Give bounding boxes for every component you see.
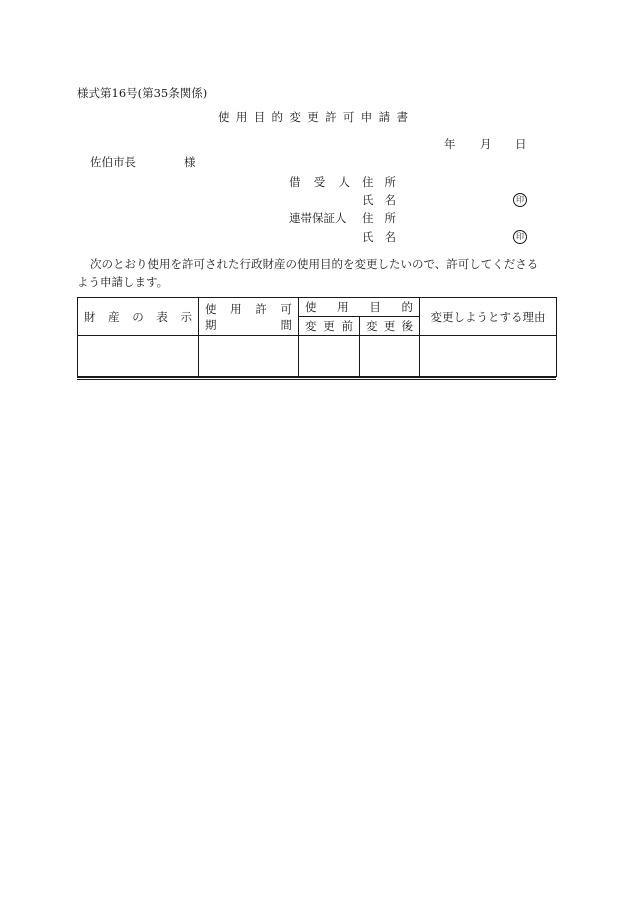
applicant-role: 借 受 人 [289,175,350,189]
date-year: 年 [444,137,456,151]
before-cell[interactable] [299,336,360,377]
addressee-honorific: 様 [184,155,196,169]
header-period: 使 用 許 可 期 間 [199,298,299,336]
addressee-name: 佐伯市長 [90,155,136,169]
form-number: 様式第16号(第35条関係) [77,86,208,100]
after-cell[interactable] [360,336,420,377]
reason-cell[interactable] [420,336,557,377]
guarantor-role: 連帯保証人 [289,211,347,225]
date-month: 月 [480,137,492,151]
applicant-address-label: 住 所 [362,175,396,189]
header-purpose: 使 用 目 的 [299,298,420,317]
guarantor-address-label: 住 所 [362,211,396,225]
header-reason: 変更しようとする理由 [420,298,557,336]
period-cell[interactable] [199,336,299,377]
guarantor-name-label: 氏 名 [362,230,396,244]
header-property: 財 産 の 表 示 [78,298,199,336]
guarantor-seal-icon: 印 [513,230,527,244]
body-text-line1: 次のとおり使用を許可された行政財産の使用目的を変更したいので、許可してくださる [90,257,539,271]
header-before: 変 更 前 [299,317,360,336]
applicant-name-label: 氏 名 [362,193,396,207]
application-table [77,297,557,377]
body-text-line2: よう申請します。 [77,275,169,289]
applicant-seal-icon: 印 [513,193,527,207]
table-bottom-border [77,376,556,380]
date-day: 日 [515,137,527,151]
header-after: 変 更 後 [360,317,420,336]
property-cell[interactable] [78,336,199,377]
table-row [78,336,557,377]
document-title: 使 用 目 的 変 更 許 可 申 請 書 [218,110,408,124]
